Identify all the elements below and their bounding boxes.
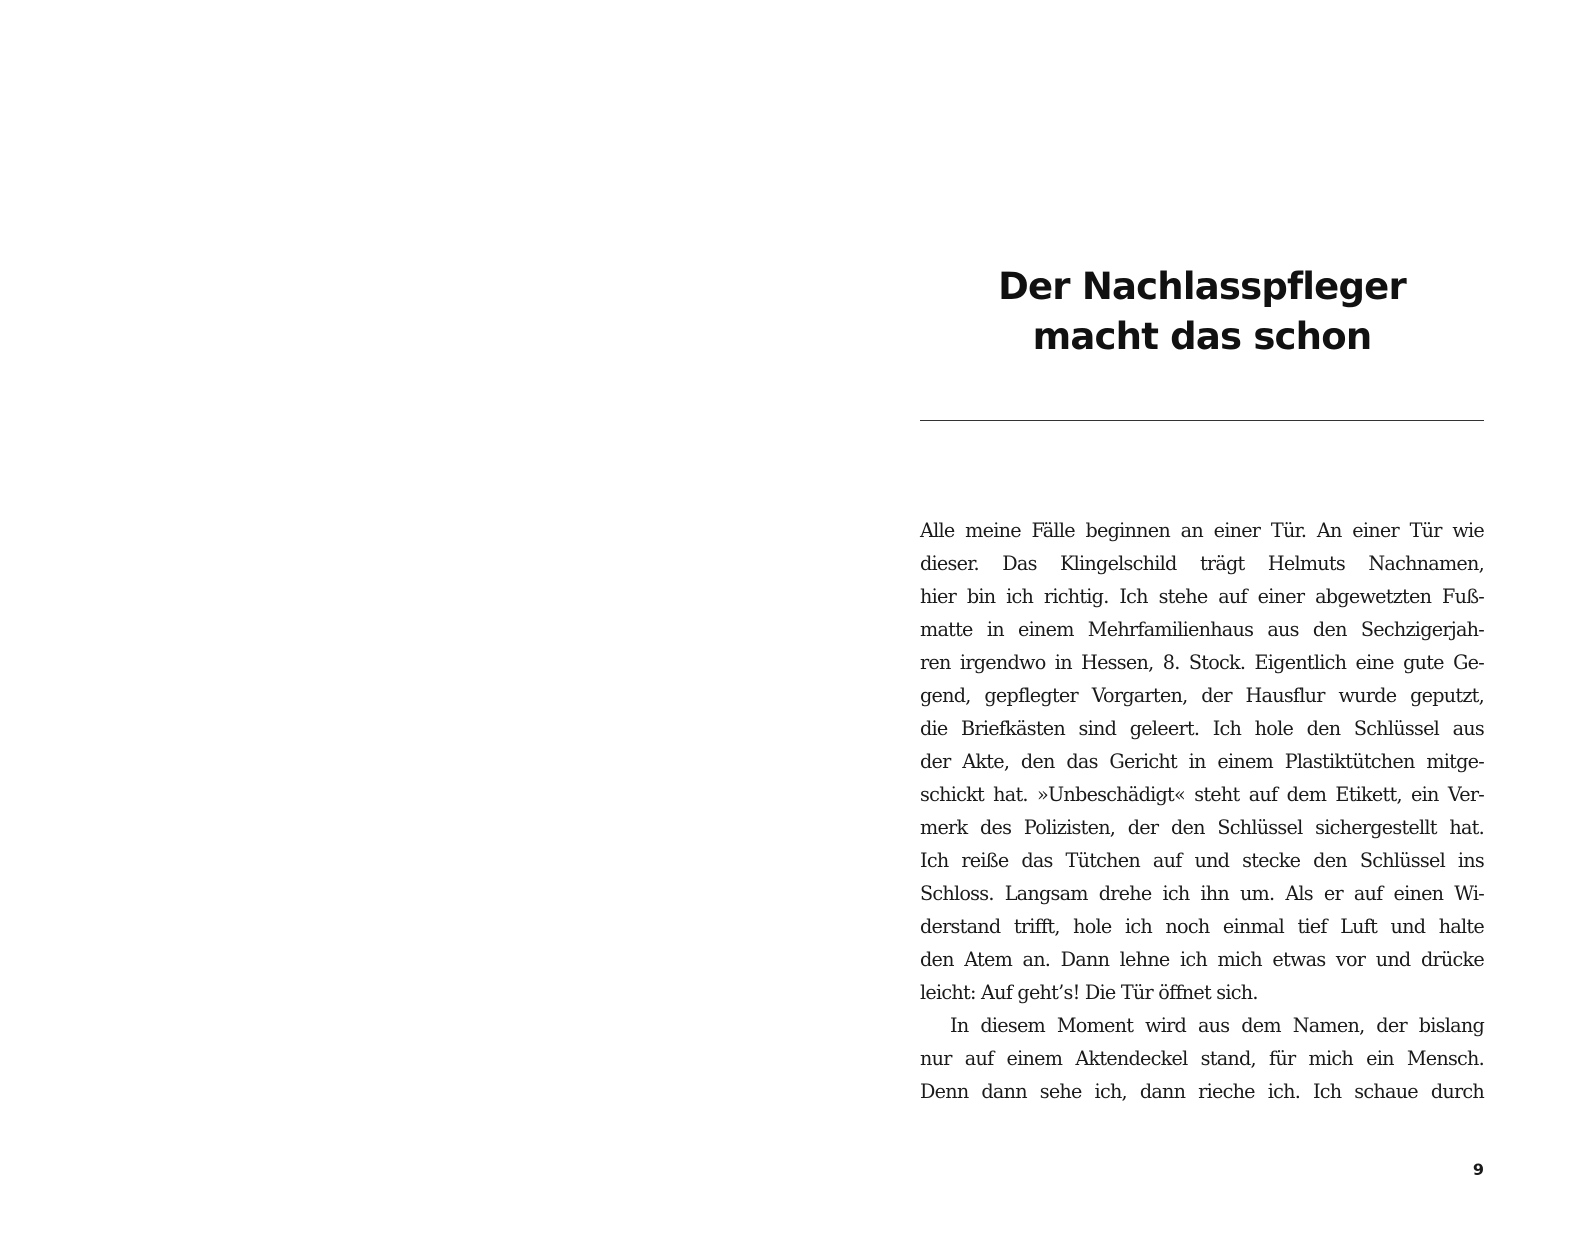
body-text (920, 514, 1484, 1108)
chapter-title (920, 262, 1484, 362)
text-line: dieser. Das Klingelschild trägt Helmuts Nachnamen, (920, 552, 1484, 575)
text-line: den Atem an. Dann lehne ich mich etwas vor und drücke (920, 948, 1484, 971)
text-line: Denn dann sehe ich, dann rieche ich. Ich schaue durch (920, 1080, 1484, 1103)
text-line: gend, gepflegter Vorgarten, der Hausflur wurde geputzt, (920, 684, 1484, 707)
chapter-title-line-1: Der Nachlasspfleger (998, 265, 1406, 308)
chapter-title-line-2: macht das schon (1032, 315, 1372, 358)
text-line: Schloss. Langsam drehe ich ihn um. Als er auf einen Wi- (920, 882, 1484, 905)
text-line: ren irgendwo in Hessen, 8. Stock. Eigentlich eine gute Ge- (920, 651, 1484, 674)
text-line: Alle meine Fälle beginnen an einer Tür. An einer Tür wie (920, 519, 1484, 542)
text-line: leicht: Auf geht’s! Die Tür öffnet sich. (920, 981, 1258, 1004)
page-number: 9 (1472, 1160, 1484, 1179)
text-line: merk des Polizisten, der den Schlüssel sichergestellt hat. (920, 816, 1484, 839)
text-line: matte in einem Mehrfamilienhaus aus den Sechzigerjah- (920, 618, 1484, 641)
text-line: schickt hat. »Unbeschädigt« steht auf dem Etikett, ein Ver- (920, 783, 1484, 806)
paragraph-2 (920, 1009, 1484, 1108)
text-line: der Akte, den das Gericht in einem Plastiktütchen mitge- (920, 750, 1484, 773)
title-divider-rule (920, 420, 1484, 421)
text-line: die Briefkästen sind geleert. Ich hole den Schlüssel aus (920, 717, 1484, 740)
text-line: In diesem Moment wird aus dem Namen, der bislang (950, 1014, 1484, 1037)
text-line: hier bin ich richtig. Ich stehe auf einer abgewetzten Fuß- (920, 585, 1484, 608)
text-line: Ich reiße das Tütchen auf und stecke den Schlüssel ins (920, 849, 1484, 872)
paragraph-1 (920, 514, 1484, 1009)
text-line: derstand trifft, hole ich noch einmal tief Luft und halte (920, 915, 1484, 938)
text-line: nur auf einem Aktendeckel stand, für mich ein Mensch. (920, 1047, 1484, 1070)
